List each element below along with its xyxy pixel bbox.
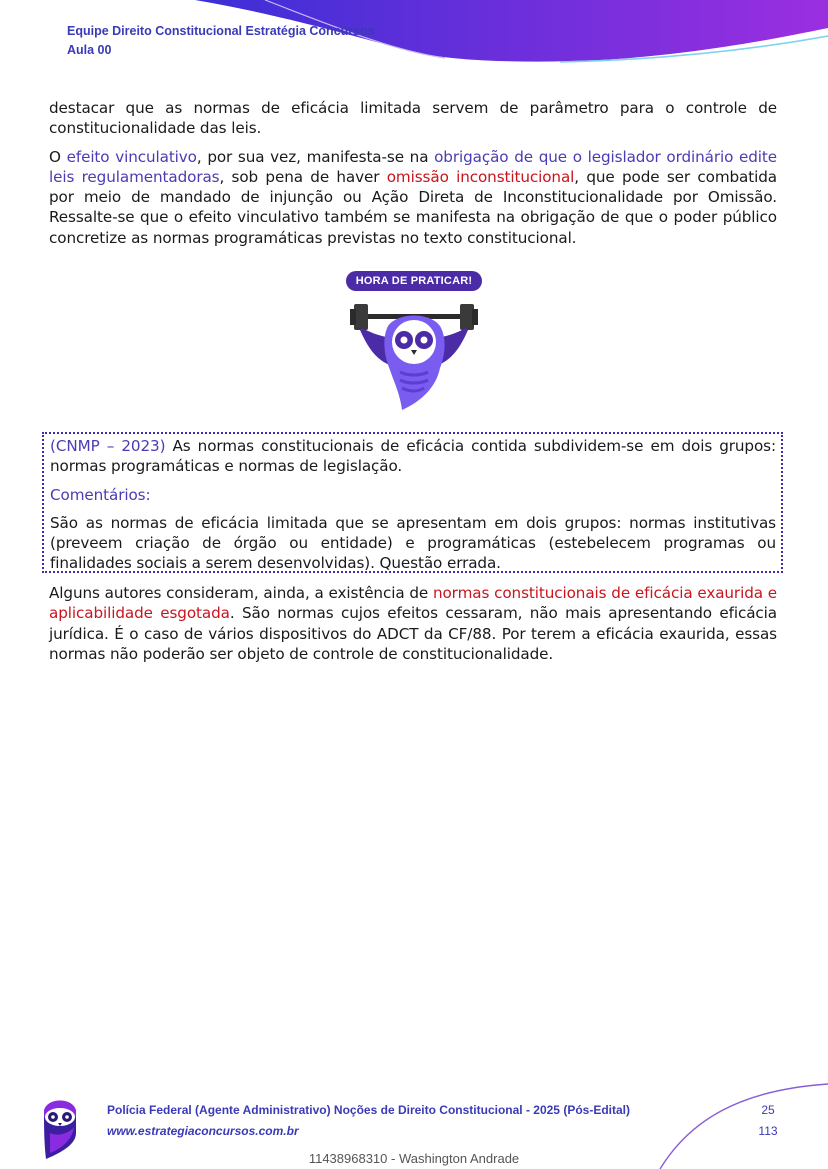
footer-website-link[interactable]: www.estrategiaconcursos.com.br bbox=[107, 1124, 299, 1138]
comments-label: Comentários: bbox=[50, 485, 151, 504]
watermark: 11438968310 - Washington Andrade bbox=[308, 1151, 520, 1166]
page-current: 25 bbox=[761, 1103, 775, 1117]
question-text: As normas constitucionais de eficácia contida subdividem-se em dois grupos: normas programáticas e normas de legislação. bbox=[50, 437, 776, 476]
paragraph-exaurida bbox=[49, 583, 777, 664]
page-numbers bbox=[748, 1100, 788, 1142]
header-lesson: Aula 00 bbox=[67, 43, 112, 57]
body-content bbox=[49, 98, 777, 256]
page-total: 113 bbox=[758, 1124, 778, 1138]
estrategia-owl-logo-icon bbox=[40, 1093, 80, 1159]
header bbox=[67, 22, 375, 60]
question-statement bbox=[50, 436, 776, 477]
practice-banner bbox=[336, 268, 492, 413]
highlight-exaurida: normas constitucionais de eficácia exaurida e aplicabilidade esgotada bbox=[49, 584, 778, 623]
text-span: , que pode ser combatida por meio de mandado de injunção ou Ação Direta de Inconstitucionalidade por Omissão. Ressalte-se que o efeito vinculativo também se manifesta na obrigação de que o poder público concretize as normas programáticas previstas no texto constitucional. bbox=[49, 167, 777, 247]
highlight-obrigacao: obrigação de que o legislador ordinário edite leis regulamentadoras bbox=[49, 147, 777, 186]
highlight-omissao: omissão inconstitucional bbox=[386, 167, 575, 186]
question-source: (CNMP – 2023) bbox=[50, 437, 166, 455]
comments-text: São as normas de eficácia limitada que se apresentam em dois grupos: normas institutivas (preveem criação de órgão ou entidade) e programáticas (estebelecem programas ou finalidades sociais a serem desenvolvidas). Questão errada. bbox=[50, 513, 776, 573]
paragraph-2 bbox=[49, 147, 777, 248]
text-span: Alguns autores consideram, ainda, a existência de bbox=[49, 584, 433, 602]
practice-badge: HORA DE PRATICAR! bbox=[346, 271, 482, 291]
weightlifting-owl-icon bbox=[348, 298, 480, 413]
question-box bbox=[42, 432, 783, 573]
text-span: . São normas cujos efeitos cessaram, não mais apresentando eficácia jurídica. É o caso de vários dispositivos do ADCT da CF/88. Por terem a eficácia exaurida, essas normas não poderão ser objeto de controle de constitucionalidade. bbox=[49, 604, 778, 663]
highlight-efeito-vinculativo: efeito vinculativo bbox=[66, 147, 197, 166]
text-span: , sob pena de haver bbox=[219, 167, 387, 186]
text-span: O bbox=[49, 147, 67, 166]
paragraph-1: destacar que as normas de eficácia limitada servem de parâmetro para o controle de constitucionalidade das leis. bbox=[49, 99, 777, 138]
footer-course-title: Polícia Federal (Agente Administrativo) Noções de Direito Constitucional - 2025 (Pós-Edital) bbox=[107, 1103, 630, 1117]
header-team: Equipe Direito Constitucional Estratégia Concursos bbox=[67, 24, 375, 38]
text-span: , por sua vez, manifesta-se na bbox=[196, 147, 435, 166]
after-content bbox=[49, 583, 777, 672]
